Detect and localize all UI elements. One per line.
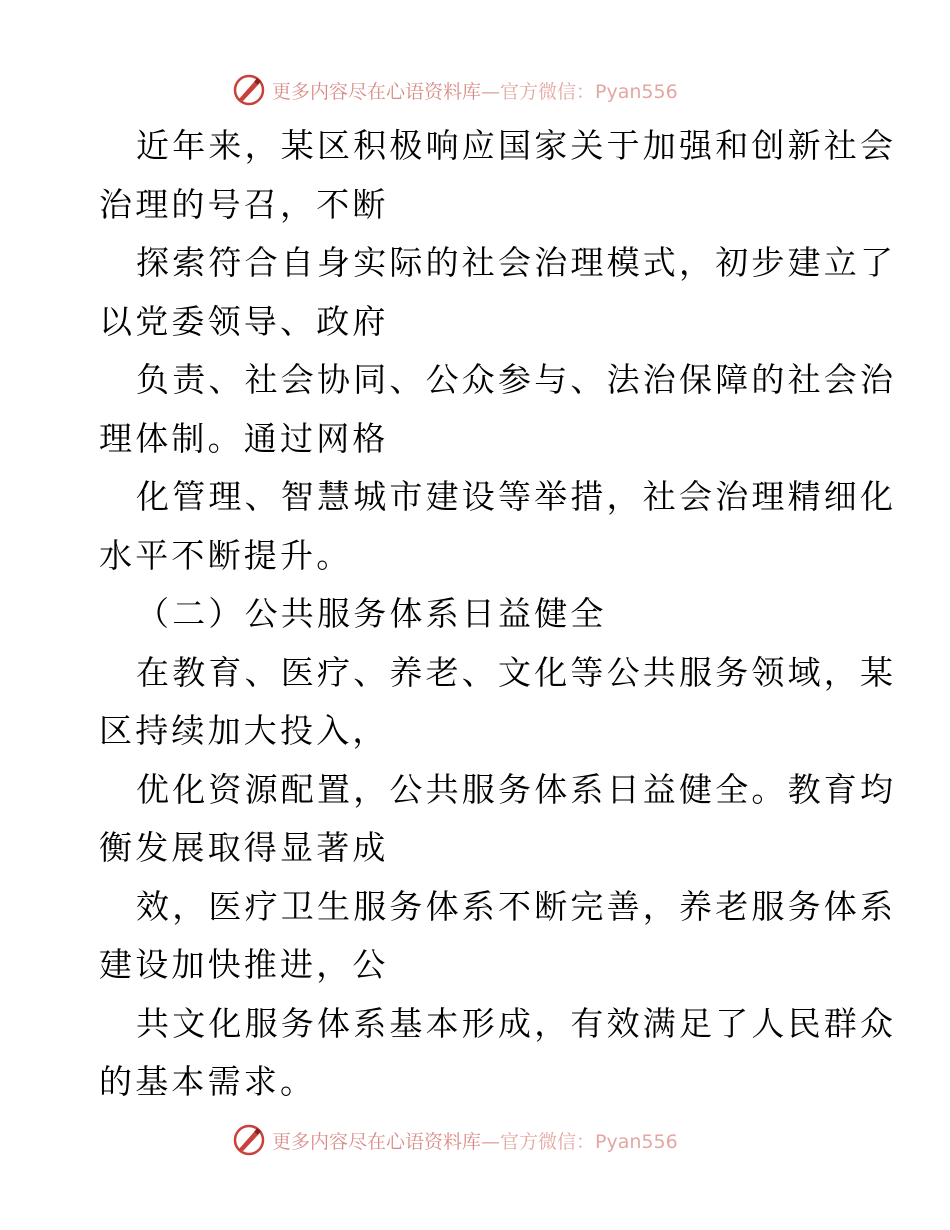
text-line: 水平不断提升。: [99, 535, 353, 575]
text-line: 近年来，某区积极响应国家关于加强和创新社会: [136, 126, 897, 165]
text-line: 效，医疗卫生服务体系不断完善，养老服务体系: [136, 886, 897, 926]
header-watermark: [232, 72, 678, 108]
pen-logo-icon: [232, 1123, 266, 1157]
text-line: 共文化服务体系基本形成，有效满足了人民群众: [136, 1003, 897, 1043]
pen-logo-icon: [232, 73, 266, 107]
text-line: 的基本需求。: [99, 1062, 317, 1101]
text-line: 理体制。通过网格: [99, 418, 389, 458]
watermark-site-text: 更多内容尽在心语资料库: [272, 80, 482, 103]
text-line: 区持续加大投入，: [99, 711, 389, 750]
text-line: 优化资源配置，公共服务体系日益健全。教育均: [136, 769, 897, 809]
text-line: 衡发展取得显著成: [99, 828, 389, 867]
footer-watermark: [232, 1122, 678, 1158]
text-line: 探索符合自身实际的社会治理模式，初步建立了: [136, 243, 897, 282]
watermark-wechat-text: —官方微信：Pyan556: [481, 1130, 678, 1153]
text-line: 建设加快推进，公: [99, 945, 389, 984]
text-line: 化管理、智慧城市建设等举措，社会治理精细化: [136, 477, 897, 516]
text-line: 治理的号召，不断: [99, 184, 389, 224]
section-heading: （二）公共服务体系日益健全: [136, 594, 607, 633]
text-line: 负责、社会协同、公众参与、法治保障的社会治: [136, 360, 897, 399]
watermark-wechat-text: —官方微信：Pyan556: [481, 80, 678, 103]
watermark-site-text: 更多内容尽在心语资料库: [272, 1130, 482, 1153]
text-line: 以党委领导、政府: [99, 301, 389, 341]
text-line: 在教育、医疗、养老、文化等公共服务领域，某: [136, 652, 897, 692]
document-body: [99, 117, 897, 1112]
